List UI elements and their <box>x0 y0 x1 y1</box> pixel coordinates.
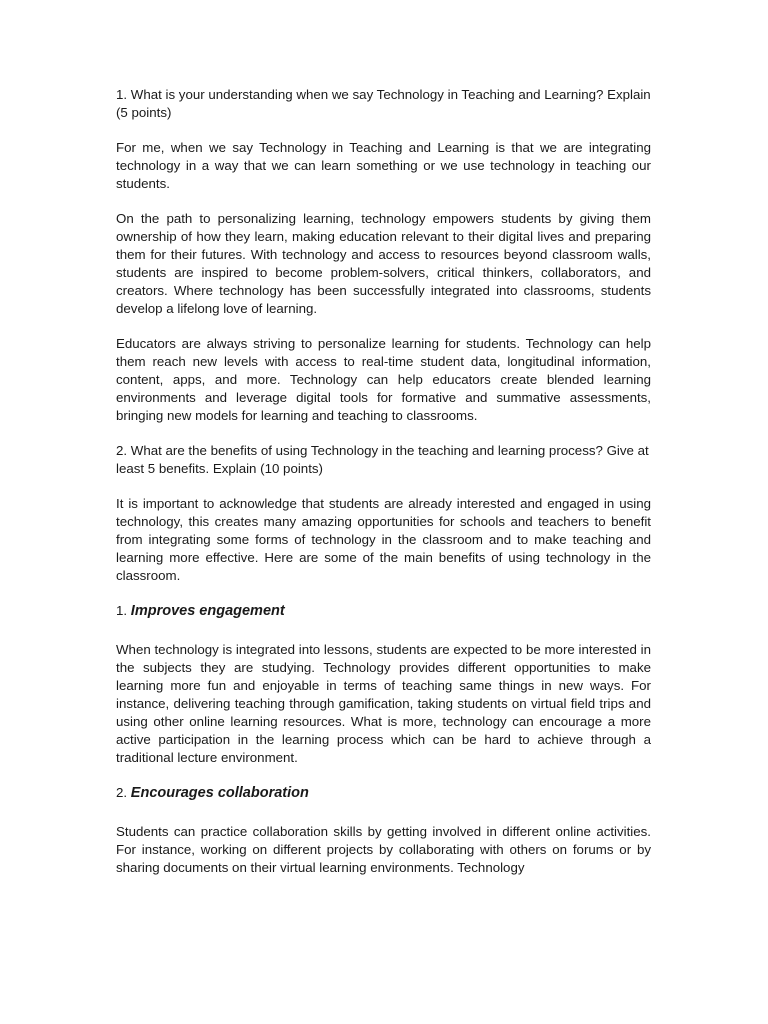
document-page <box>116 86 651 894</box>
question-1: 1. What is your understanding when we say Technology in Teaching and Learning? Explain (5 points) <box>116 87 651 120</box>
benefit-1-heading <box>116 602 651 620</box>
benefit-2-text: Students can practice collaboration skills by getting involved in different online activities. For instance, working on different projects by collaborating with others on forums or by sharing documents on their virtual learning environments. Technology <box>116 824 651 875</box>
benefit-2-title: Encourages collaboration <box>130 785 309 801</box>
benefit-1-number: 1. <box>116 603 128 618</box>
benefit-2-number: 2. <box>116 785 128 800</box>
question-2: 2. What are the benefits of using Technology in the teaching and learning process? Give at least 5 benefits. Explain (10 points) <box>116 443 649 476</box>
answer-2-intro: It is important to acknowledge that students are already interested and engaged in using technology, this creates many amazing opportunities for schools and teachers to benefit from integrating some forms of technology in the classroom and to make teaching and learning more effective. Here are some of the main benefits of using technology in the classroom. <box>116 496 651 583</box>
benefit-1-title: Improves engagement <box>130 603 285 619</box>
answer-1-paragraph-1: For me, when we say Technology in Teaching and Learning is that we are integrating technology in a way that we can learn something or we use technology in teaching our students. <box>116 140 651 191</box>
answer-1-paragraph-3: Educators are always striving to personalize learning for students. Technology can help them reach new levels with access to real-time student data, longitudinal information, content, apps, and more. Technology can help educators create blended learning environments and leverage digital tools for formative and summative assessments, bringing new models for learning and teaching to classrooms. <box>116 336 651 423</box>
answer-1-paragraph-2: On the path to personalizing learning, technology empowers students by giving them ownership of how they learn, making education relevant to their digital lives and preparing them for their futures. With technology and access to resources beyond classroom walls, students are inspired to become problem-solvers, critical thinkers, collaborators, and creators. Where technology has been successfully integrated into classrooms, students develop a lifelong love of learning. <box>116 211 651 316</box>
benefit-2-heading <box>116 784 651 802</box>
benefit-1-text: When technology is integrated into lessons, students are expected to be more interested in the subjects they are studying. Technology provides different opportunities to make learning more fun and enjoyable in terms of teaching same things in new ways. For instance, delivering teaching through gamification, taking students on virtual field trips and using other online learning resources. What is more, technology can encourage a more active participation in the learning process which can be hard to achieve through a traditional lecture environment. <box>116 642 651 765</box>
